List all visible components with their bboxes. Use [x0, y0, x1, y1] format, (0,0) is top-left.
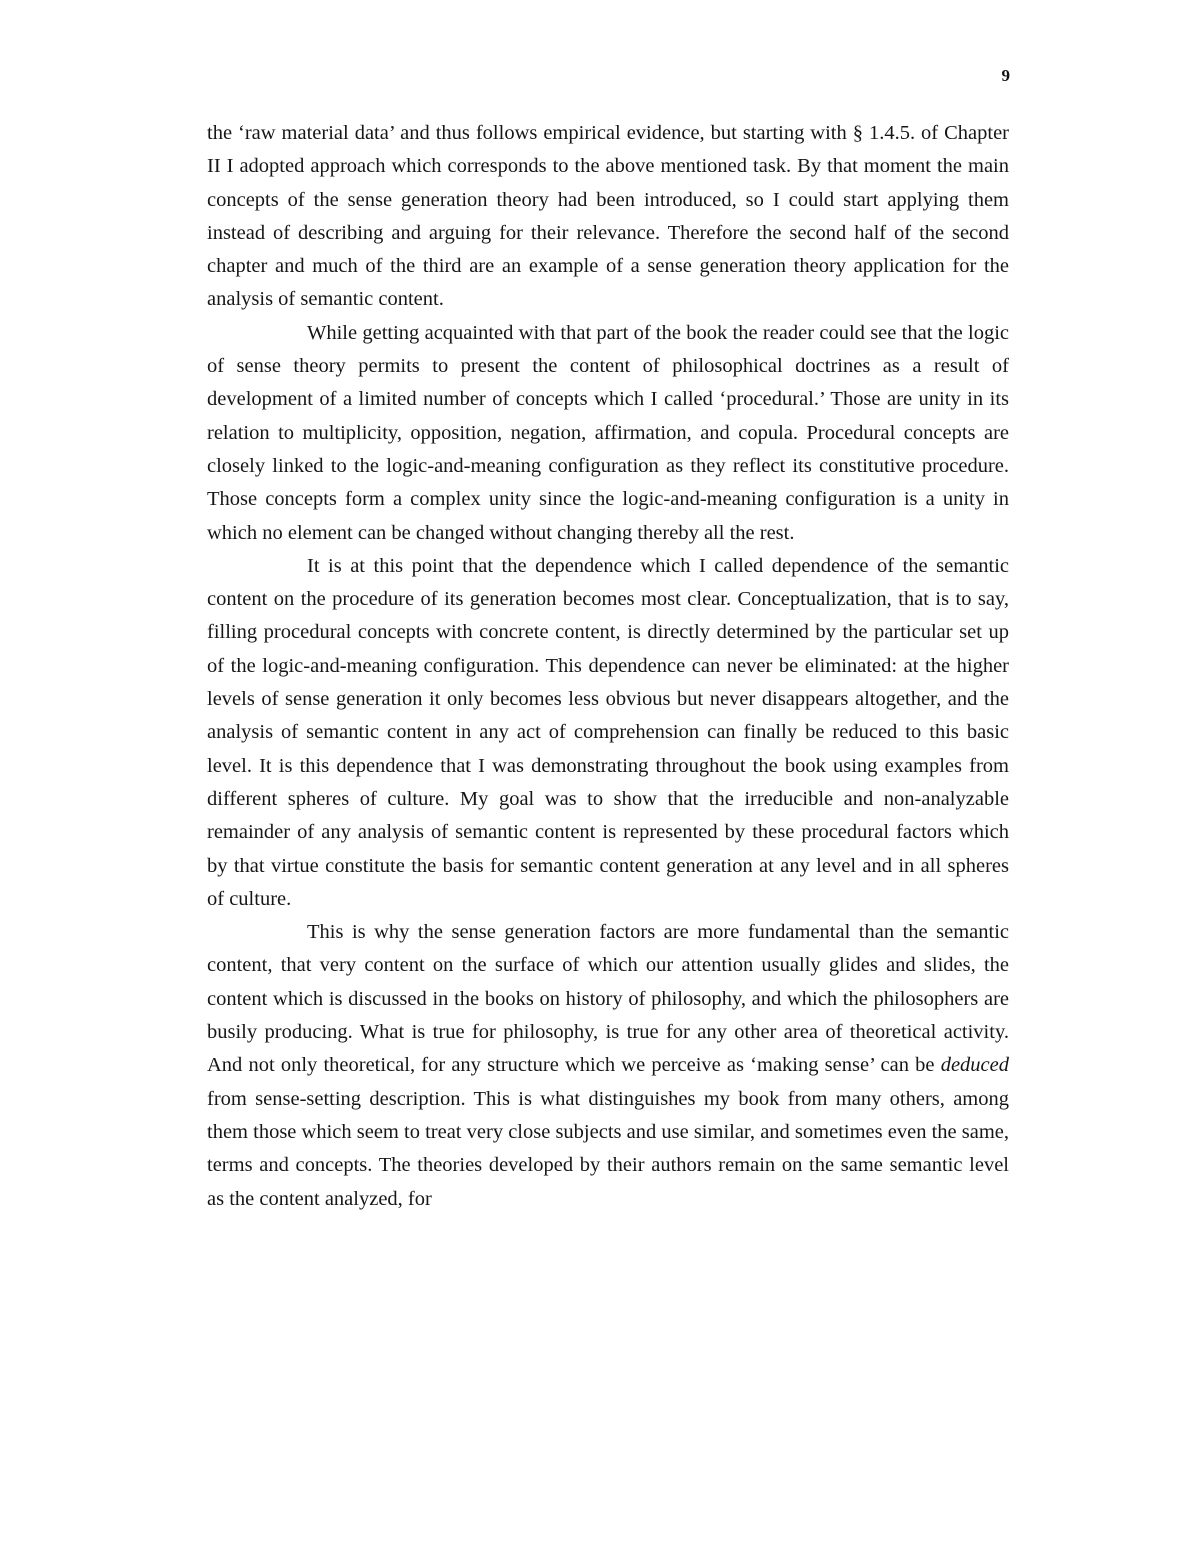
paragraph-text: This is why the sense generation factors are more fundamental than the semantic content, that very content on the surface of which our attention usually glides and slides, the content which is discussed in the books on history of philosophy, and which the philosophers are busily producing. What is true for philosophy, is true for any other area of theoretical activity. And not only theoretical, for any structure which we perceive as ‘making sense’ can be [207, 921, 1009, 1077]
paragraph-text: from sense-setting description. This is what distinguishes my book from many others, among them those which seem to treat very close subjects and use similar, and sometimes even the same, terms and concepts. The theories developed by their authors remain on the same semantic level as the content analyzed, for [207, 1087, 1009, 1210]
body-text [207, 117, 1009, 1216]
paragraph-text: the ‘raw material data’ and thus follows empirical evidence, but starting with § 1.4.5. of Chapter II I adopted approach which corresponds to the above mentioned task. By that moment the main concepts of the sense generation theory had been introduced, so I could start applying them instead of describing and arguing for their relevance. Therefore the second half of the second chapter and much of the third are an example of a sense generation theory application for the analysis of semantic content. [207, 122, 1009, 311]
paragraph [207, 550, 1009, 916]
paragraph [207, 317, 1009, 550]
italic-text: deduced [940, 1054, 1009, 1077]
paragraph-text: While getting acquainted with that part of the book the reader could see that the logic of sense theory permits to present the content of philosophical doctrines as a result of development of a limited number of concepts which I called ‘procedural.’ Those are unity in its relation to multiplicity, opposition, negation, affirmation, and copula. Procedural concepts are closely linked to the logic-and-meaning configuration as they reflect its constitutive procedure. Those concepts form a complex unity since the logic-and-meaning configuration is a unity in which no element can be changed without changing thereby all the rest. [207, 321, 1009, 544]
page-number: 9 [1001, 66, 1010, 85]
paragraph [207, 916, 1009, 1216]
paragraph [207, 117, 1009, 317]
paragraph-text: It is at this point that the dependence which I called dependence of the semantic content on the procedure of its generation becomes most clear. Conceptualization, that is to say, filling procedural concepts with concrete content, is directly determined by the particular set up of the logic-and-meaning configuration. This dependence can never be eliminated: at the higher levels of sense generation it only becomes less obvious but never disappears altogether, and the analysis of semantic content in any act of comprehension can finally be reduced to this basic level. It is this dependence that I was demonstrating throughout the book using examples from different spheres of culture. My goal was to show that the irreducible and non-analyzable remainder of any analysis of semantic content is represented by these procedural factors which by that virtue constitute the basis for semantic content generation at any level and in all spheres of culture. [207, 554, 1009, 910]
